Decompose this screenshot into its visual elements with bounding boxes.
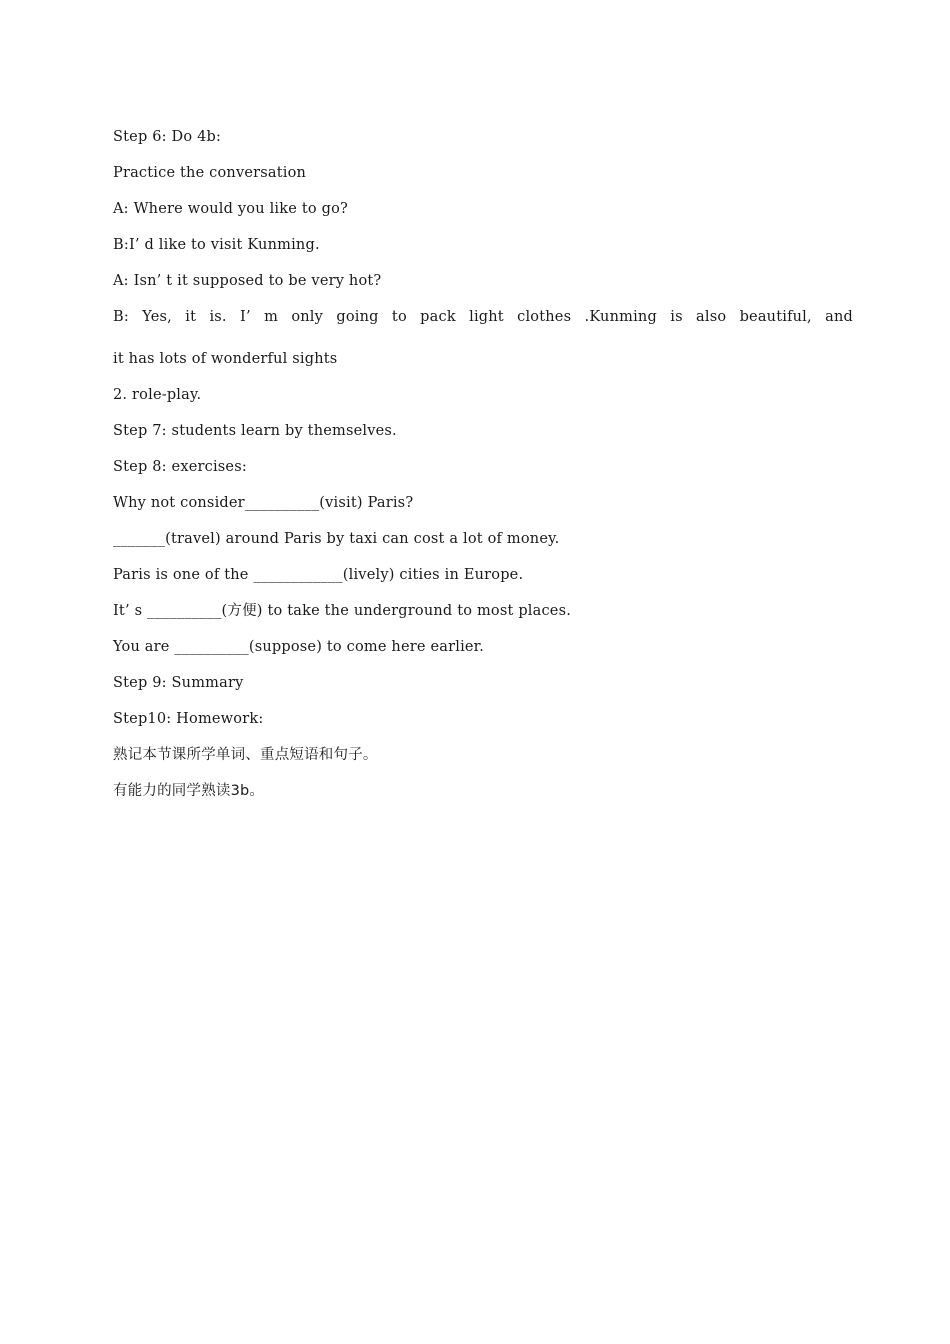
practice-instruction: Practice the conversation [113, 165, 307, 181]
step6-heading: Step 6: Do 4b: [113, 129, 222, 145]
dialogue-line-a1: A: Where would you like to go? [113, 201, 348, 217]
homework-item-1: 熟记本节课所学单词、重点短语和句子。 [113, 747, 378, 763]
exercise-5: You are __________(suppose) to come here earlier. [113, 639, 485, 655]
dialogue-line-b1: B:I’ d like to visit Kunming. [113, 237, 320, 253]
step7-heading: Step 7: students learn by themselves. [113, 423, 397, 439]
step10-heading: Step10: Homework: [113, 711, 264, 727]
dialogue-line-a2: A: Isn’ t it supposed to be very hot? [113, 273, 382, 289]
dialogue-line-b2-continued: it has lots of wonderful sights [113, 351, 338, 367]
step9-heading: Step 9: Summary [113, 675, 244, 691]
homework-item-2: 有能力的同学熟读3b。 [113, 783, 265, 799]
exercise-2: _______(travel) around Paris by taxi can cost a lot of money. [113, 531, 560, 547]
role-play-item: 2. role-play. [113, 387, 202, 403]
step8-heading: Step 8: exercises: [113, 459, 247, 475]
exercise-1: Why not consider__________(visit) Paris? [113, 495, 414, 511]
exercise-4: It’ s __________(方便) to take the underground to most places. [113, 603, 572, 619]
exercise-3: Paris is one of the ____________(lively) cities in Europe. [113, 567, 524, 583]
document-body [113, 126, 853, 816]
dialogue-line-b2: B: Yes, it is. I’ m only going to pack light clothes .Kunming is also beautiful, and [113, 309, 853, 325]
